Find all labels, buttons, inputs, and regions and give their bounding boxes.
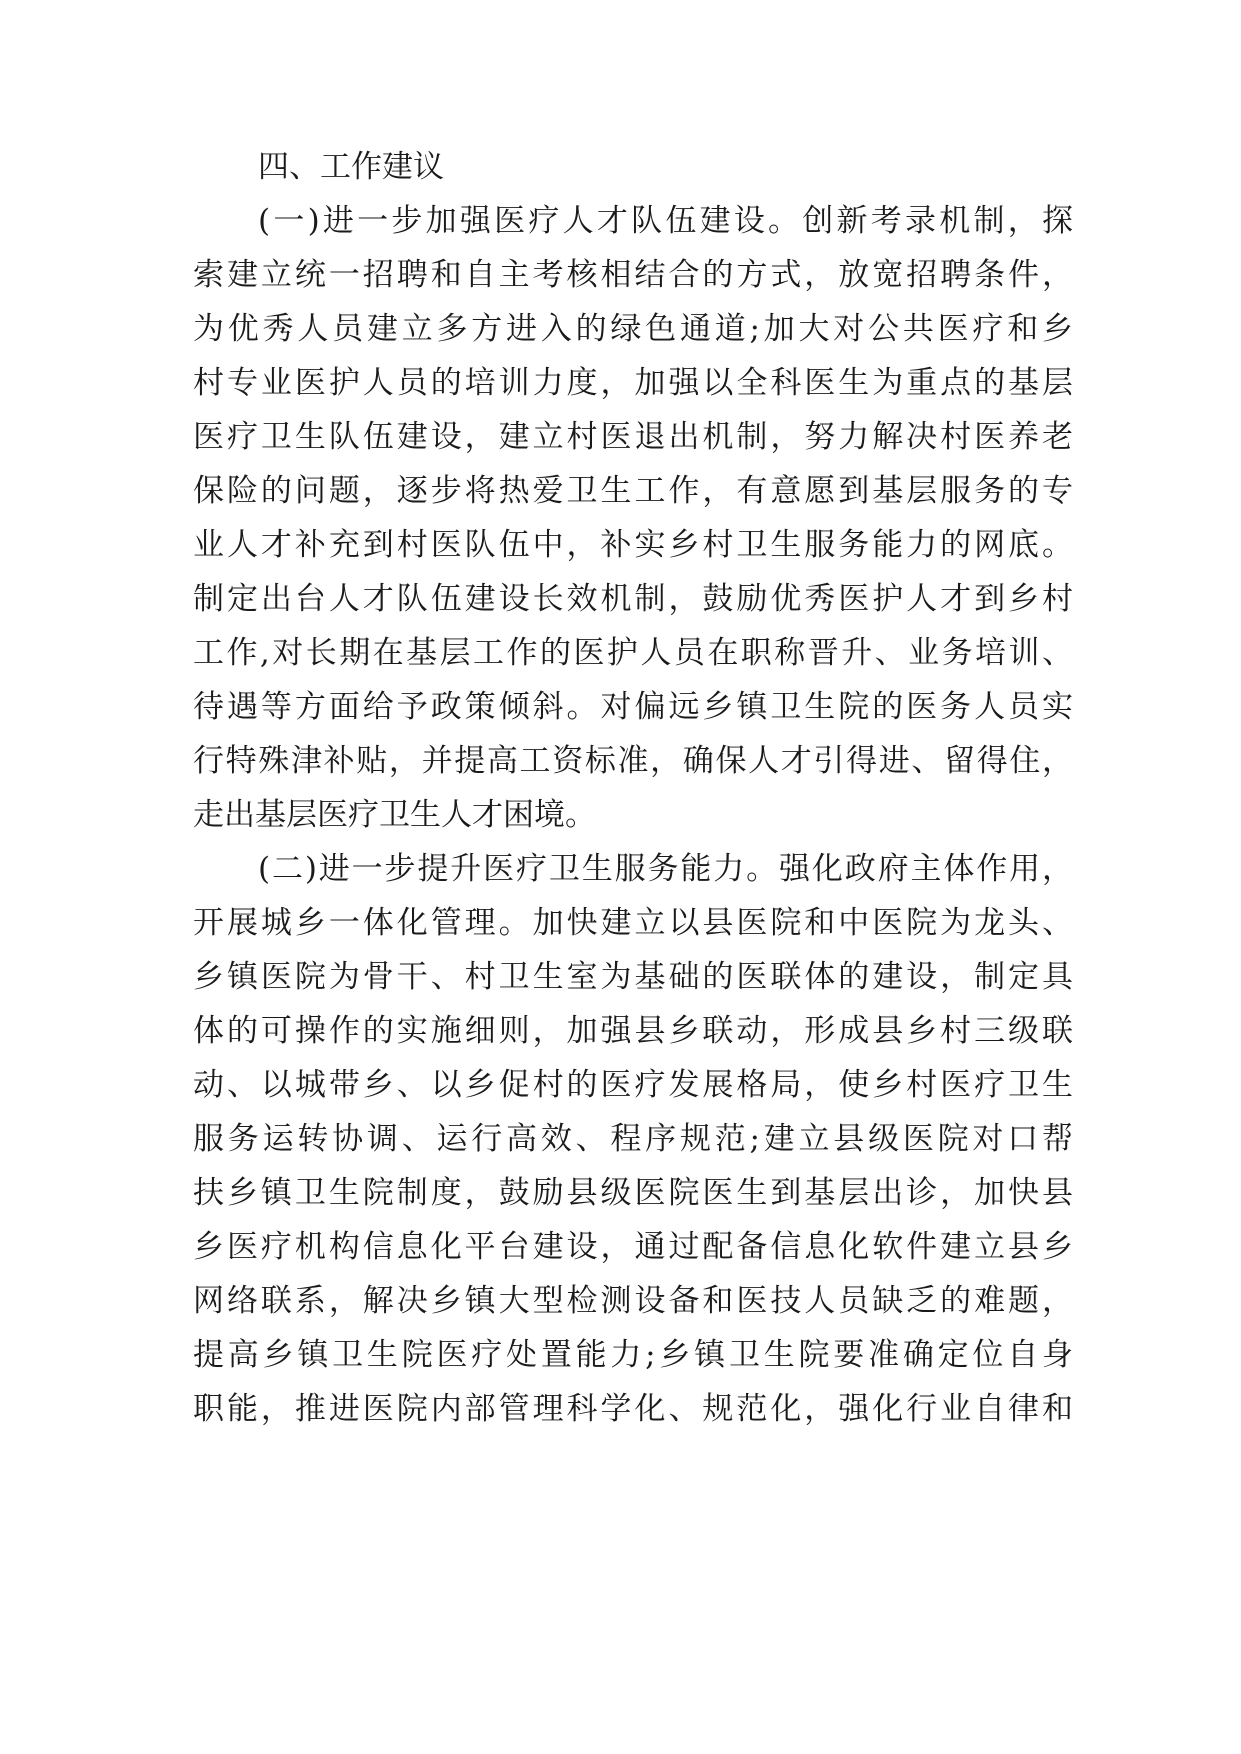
paragraph-2-line-9: 网络联系，解决乡镇大型检测设备和医技人员缺乏的难题，: [193, 1283, 1073, 1319]
paragraph-2-line-1: (二)进一步提升医疗卫生服务能力。强化政府主体作用，: [258, 851, 1073, 887]
paragraph-2-line-3: 乡镇医院为骨干、村卫生室为基础的医联体的建设，制定具: [193, 959, 1073, 995]
paragraph-2-line-5: 动、以城带乡、以乡促村的医疗发展格局，使乡村医疗卫生: [193, 1067, 1073, 1103]
paragraph-1-line-9: 工作,对长期在基层工作的医护人员在职称晋升、业务培训、: [193, 635, 1073, 671]
paragraph-1-line-7: 业人才补充到村医队伍中，补实乡村卫生服务能力的网底。: [193, 527, 1073, 563]
paragraph-1-line-10: 待遇等方面给予政策倾斜。对偏远乡镇卫生院的医务人员实: [193, 689, 1073, 725]
paragraph-2-line-8: 乡医疗机构信息化平台建设，通过配备信息化软件建立县乡: [193, 1229, 1073, 1265]
paragraph-1-line-8: 制定出台人才队伍建设长效机制，鼓励优秀医护人才到乡村: [193, 581, 1073, 617]
paragraph-2-line-4: 体的可操作的实施细则，加强县乡联动，形成县乡村三级联: [193, 1013, 1073, 1049]
paragraph-1-line-2: 索建立统一招聘和自主考核相结合的方式，放宽招聘条件，: [193, 257, 1073, 293]
paragraph-1-line-3: 为优秀人员建立多方进入的绿色通道;加大对公共医疗和乡: [193, 311, 1073, 347]
paragraph-1-line-4: 村专业医护人员的培训力度，加强以全科医生为重点的基层: [193, 365, 1073, 401]
paragraph-1-line-11: 行特殊津补贴，并提高工资标准，确保人才引得进、留得住，: [193, 743, 1073, 779]
paragraph-1-line-1: (一)进一步加强医疗人才队伍建设。创新考录机制，探: [258, 203, 1073, 239]
paragraph-1-line-12: 走出基层医疗卫生人才困境。: [193, 797, 596, 833]
paragraph-1-line-5: 医疗卫生队伍建设，建立村医退出机制，努力解决村医养老: [193, 419, 1073, 455]
paragraph-1-line-6: 保险的问题，逐步将热爱卫生工作，有意愿到基层服务的专: [193, 473, 1073, 509]
paragraph-2-line-6: 服务运转协调、运行高效、程序规范;建立县级医院对口帮: [193, 1121, 1073, 1157]
paragraph-2-line-2: 开展城乡一体化管理。加快建立以县医院和中医院为龙头、: [193, 905, 1073, 941]
paragraph-2-line-7: 扶乡镇卫生院制度，鼓励县级医院医生到基层出诊，加快县: [193, 1175, 1073, 1211]
paragraph-2-line-10: 提高乡镇卫生院医疗处置能力;乡镇卫生院要准确定位自身: [193, 1337, 1073, 1373]
paragraph-2-line-11: 职能，推进医院内部管理科学化、规范化，强化行业自律和: [193, 1391, 1073, 1427]
section-heading: 四、工作建议: [258, 149, 444, 185]
